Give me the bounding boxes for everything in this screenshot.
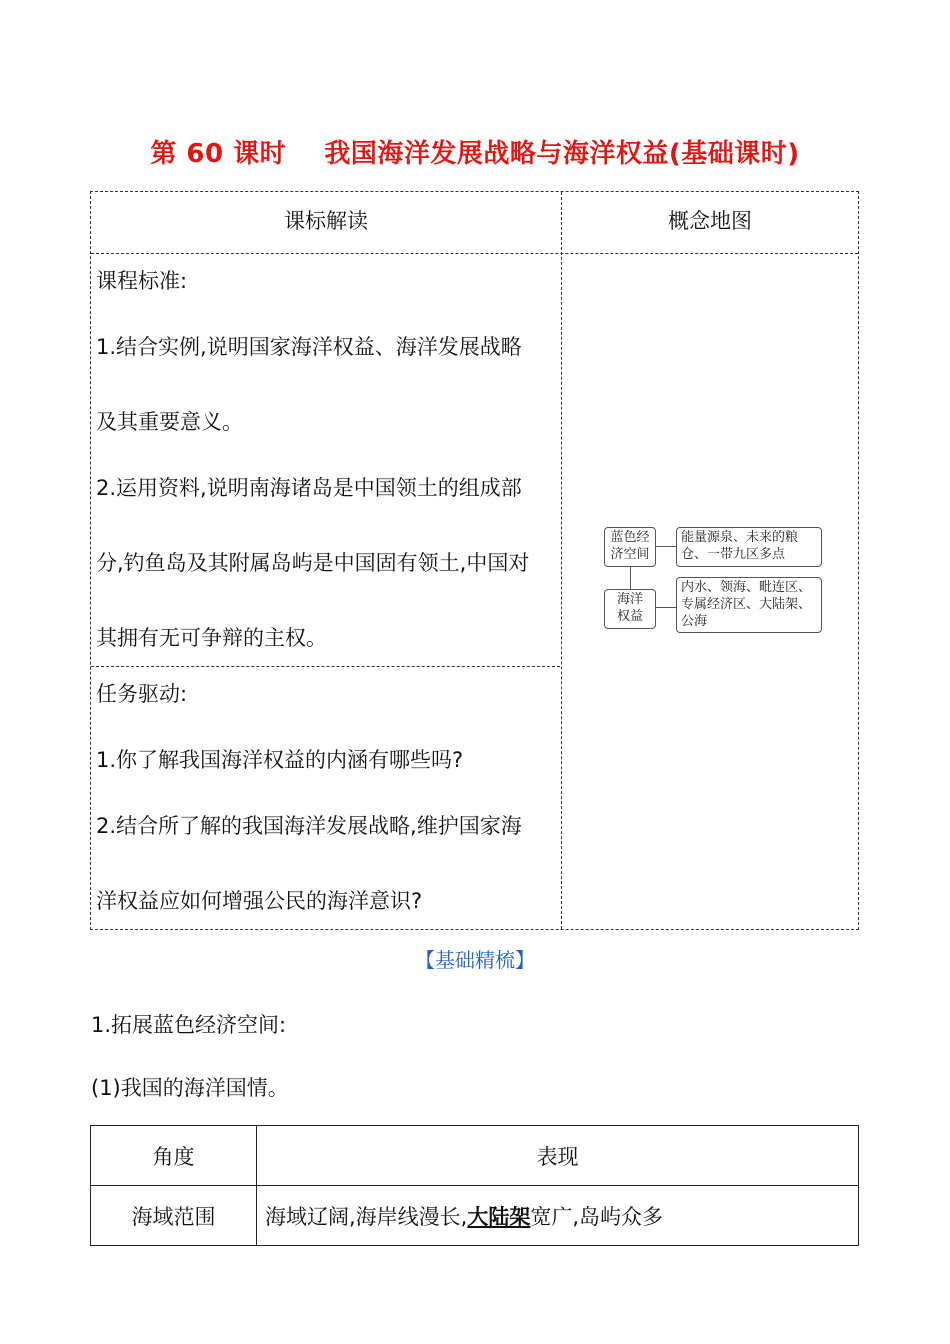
table-row — [91, 1186, 859, 1246]
task-line: 洋权益应如何增强公民的海洋意识? — [96, 889, 423, 913]
concept-detail-text: 仓、一带九区多点 — [681, 547, 786, 562]
standard-line: 及其重要意义。 — [96, 410, 243, 434]
maritime-conditions-table — [90, 1125, 859, 1246]
section-heading: 【基础精梳】 — [415, 948, 535, 972]
header-concept-map: 概念地图 — [668, 209, 752, 233]
course-standard-heading: 课程标准: — [96, 269, 188, 293]
table-divider-vertical — [561, 192, 562, 929]
concept-node-text: 蓝色经 — [610, 530, 650, 545]
concept-node-text: 海洋 — [616, 592, 643, 607]
connector-line — [656, 607, 676, 608]
standard-line: 2.运用资料,说明南海诸岛是中国领土的组成部 — [96, 476, 522, 500]
table-header-row — [91, 1126, 859, 1186]
table-divider-task — [91, 666, 560, 667]
concept-map — [604, 527, 824, 637]
concept-detail-text: 能量源泉、未来的粮 — [681, 530, 799, 545]
task-line: 2.结合所了解的我国海洋发展战略,维护国家海 — [96, 814, 522, 838]
concept-detail-text: 公海 — [681, 614, 708, 629]
column-header-performance: 表现 — [257, 1126, 859, 1186]
task-heading: 任务驱动: — [96, 682, 188, 706]
keyword-continental-shelf: 大陆架 — [467, 1204, 531, 1229]
standard-line: 1.结合实例,说明国家海洋权益、海洋发展战略 — [96, 335, 522, 359]
course-standard-cell — [96, 266, 561, 653]
standard-line: 其拥有无可争辩的主权。 — [96, 626, 327, 650]
connector-line — [656, 546, 676, 547]
concept-detail-text: 内水、领海、毗连区、 — [681, 580, 812, 595]
concept-node-text: 权益 — [616, 609, 643, 624]
column-header-angle: 角度 — [91, 1126, 257, 1186]
connector-line — [630, 567, 631, 589]
concept-detail-blue-economy — [676, 527, 822, 567]
concept-detail-text: 专属经济区、大陆架、 — [681, 597, 812, 612]
page-title: 第 60 课时 我国海洋发展战略与海洋权益(基础课时) — [150, 139, 800, 169]
concept-node-maritime-rights — [604, 589, 656, 629]
point-heading: 1.拓展蓝色经济空间: — [91, 1013, 287, 1037]
cell-angle: 海域范围 — [91, 1186, 257, 1246]
standard-line: 分,钓鱼岛及其附属岛屿是中国固有领土,中国对 — [96, 551, 530, 575]
concept-node-text: 济空间 — [610, 547, 650, 562]
task-cell — [96, 679, 561, 916]
header-course-interpretation: 课标解读 — [284, 209, 368, 233]
concept-detail-maritime-rights — [676, 577, 822, 633]
task-line: 1.你了解我国海洋权益的内涵有哪些吗? — [96, 748, 464, 772]
performance-text: 海域辽阔,海岸线漫长, — [265, 1204, 468, 1229]
subpoint-heading: (1)我国的海洋国情。 — [91, 1076, 289, 1100]
cell-performance — [257, 1186, 859, 1246]
concept-node-blue-economy — [604, 527, 656, 567]
performance-text: 宽广,岛屿众多 — [530, 1204, 664, 1229]
